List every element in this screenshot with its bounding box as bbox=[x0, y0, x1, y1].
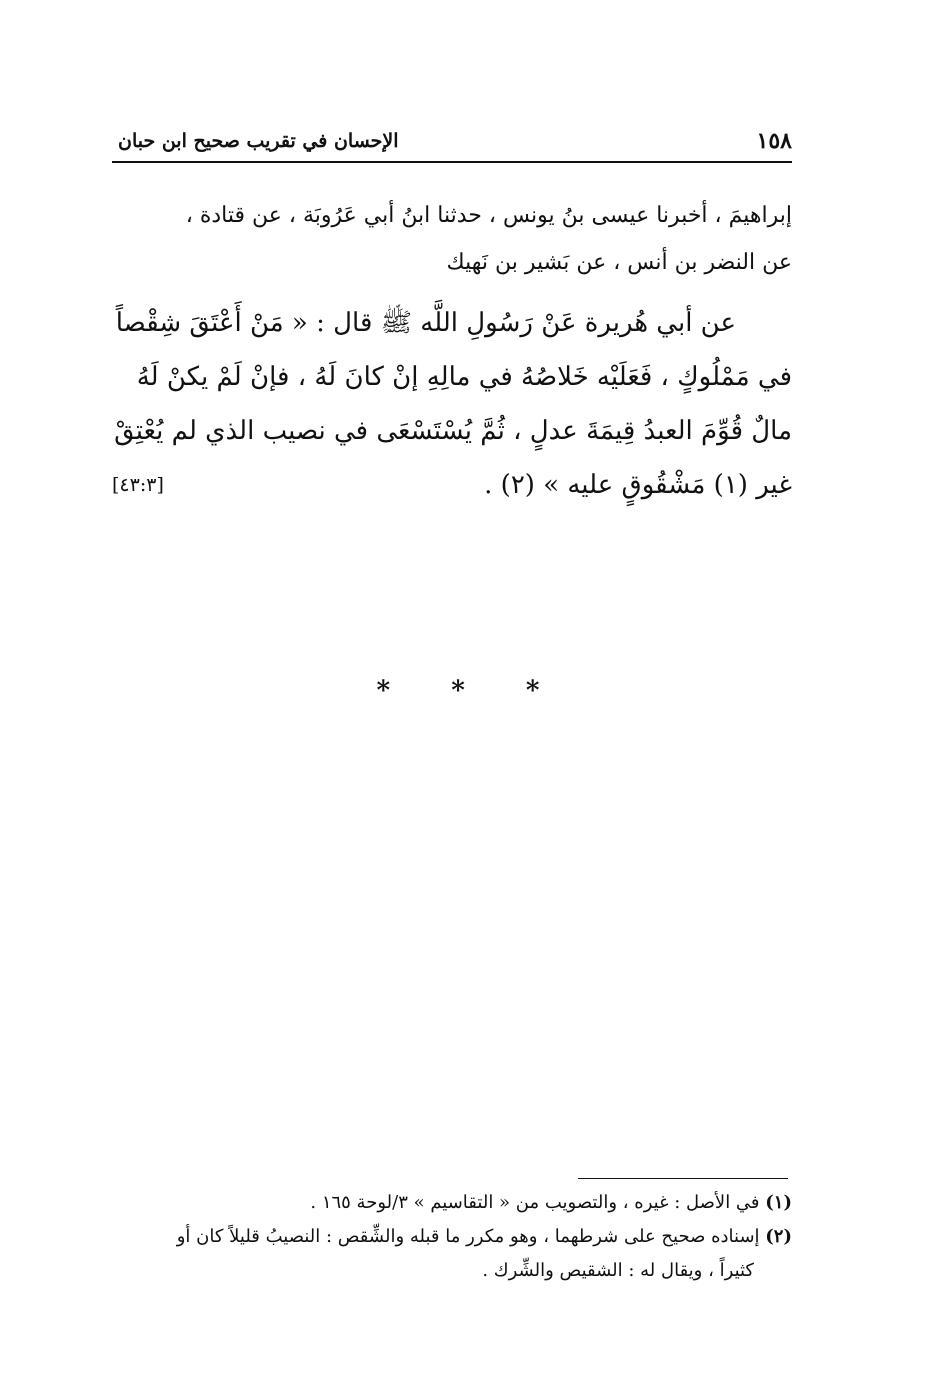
footnotes bbox=[112, 1186, 792, 1288]
isnad-paragraph bbox=[112, 192, 792, 286]
hadith-line-text: مالٌ قُوِّمَ العبدُ قِيمَةَ عدلٍ ، ثُمَّ يُسْتَسْعَى في نصيب الذي لم يُعْتِقْ bbox=[114, 416, 792, 446]
hadith-line-text: عن أبي هُريرة عَنْ رَسُولِ اللَّه ﷺ قال : « مَنْ أَعْتَقَ شِقْصاً bbox=[115, 308, 736, 338]
footnote bbox=[112, 1186, 792, 1220]
hadith-line bbox=[112, 458, 792, 512]
page-number: ١٥٨ bbox=[756, 128, 792, 154]
footnote-text: في الأصل : غيره ، والتصويب من « التقاسيم » ٣/لوحة ١٦٥ . bbox=[310, 1192, 760, 1213]
isnad-line: إبراهيمَ ، أخبرنا عيسى بنُ يونس ، حدثنا ابنُ أبي عَرُوبَة ، عن قتادة ، bbox=[185, 203, 792, 228]
hadith-line-text: في مَمْلُوكٍ ، فَعَلَيْه خَلاصُهُ في مالِهِ إنْ كانَ لَهُ ، فإنْ لَمْ يكنْ لَهُ bbox=[136, 362, 792, 392]
footnote-marker: (١) bbox=[765, 1192, 792, 1213]
footnote-marker: (٢) bbox=[765, 1226, 792, 1247]
header-rule bbox=[112, 161, 792, 163]
hadith-line bbox=[112, 404, 792, 458]
hadith-reference: [٤٣:٣] bbox=[112, 474, 164, 496]
hadith-line bbox=[112, 296, 792, 350]
isnad-line: عن النضر بن أنس ، عن بَشير بن نَهيك bbox=[446, 250, 792, 275]
footnote bbox=[112, 1220, 792, 1288]
footnote-text: إسناده صحيح على شرطهما ، وهو مكرر ما قبله والشِّقص : النصيبُ قليلاً كان أو bbox=[176, 1226, 760, 1247]
footnote-rule bbox=[578, 1178, 788, 1179]
hadith-line-text: غير (١) مَشْقُوقٍ عليه » (٢) . bbox=[484, 470, 792, 500]
footnote-line bbox=[112, 1220, 792, 1254]
hadith-line bbox=[112, 350, 792, 404]
running-title: الإحسان في تقريب صحيح ابن حبان bbox=[118, 130, 399, 152]
section-separator: * * * bbox=[376, 676, 566, 706]
footnote-line: كثيراً ، ويقال له : الشقيص والشِّرك . bbox=[482, 1260, 754, 1281]
page-header bbox=[112, 124, 792, 164]
hadith-text bbox=[112, 296, 792, 512]
footnote-line bbox=[112, 1186, 792, 1220]
